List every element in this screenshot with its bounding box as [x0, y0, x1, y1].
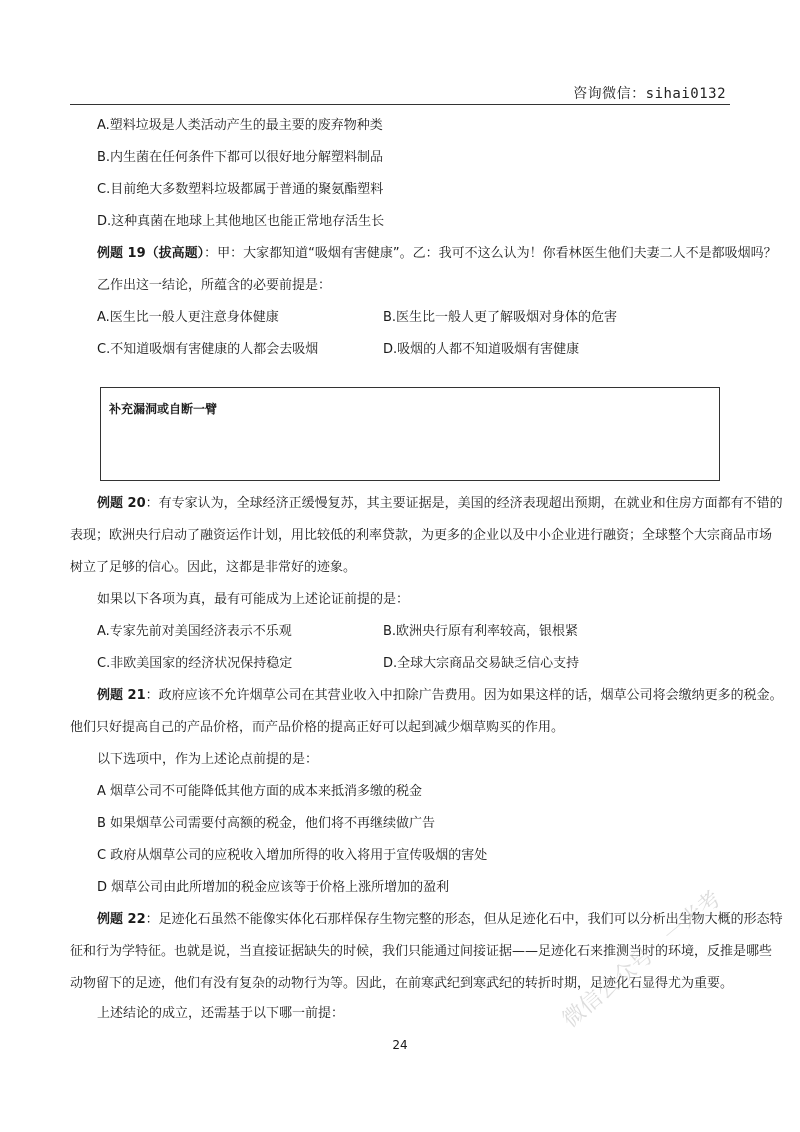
q21-stem-line2: 他们只好提高自己的产品价格，而产品价格的提高正好可以起到减少烟草购买的作用。 — [70, 720, 565, 735]
q19-option-a: A.医生比一般人更注意身体健康 — [97, 310, 279, 325]
watermark: 微信公众号：一米考 — [558, 886, 726, 1033]
q20-prompt: 如果以下各项为真，最有可能成为上述论证前提的是： — [97, 592, 410, 607]
q19-label: 例题 19（拔高题） — [97, 246, 205, 261]
q19-stem-text: ：甲：大家都知道“吸烟有害健康”。乙：我可不这么认为！你看林医生他们夫妻二人不是都吸烟吗？ — [204, 246, 777, 261]
q20-stem-line3: 树立了足够的信心。因此，这都是非常好的迹象。 — [70, 560, 357, 575]
header-contact: 咨询微信：sihai0132 — [573, 86, 726, 102]
q20-stem-line1: ：有专家认为，全球经济正缓慢复苏，其主要证据是，美国的经济表现超出预期，在就业和住房方面都有不错的 — [145, 496, 783, 511]
q21-stem — [97, 684, 783, 703]
page-number: 24 — [392, 1038, 408, 1052]
q20-option-d: D.全球大宗商品交易缺乏信心支持 — [383, 656, 580, 671]
q22-stem-line3: 动物留下的足迹，他们有没有复杂的动物行为等。因此，在前寒武纪到寒武纪的转折时期，足迹化石显得尤为重要。 — [70, 976, 734, 991]
q22-label: 例题 22 — [97, 912, 146, 927]
header-divider — [70, 104, 730, 105]
q22-stem-line2: 征和行为学特征。也就是说，当直接证据缺失的时候，我们只能通过间接证据——足迹化石来推测当时的环境，反推是哪些 — [70, 944, 773, 959]
q21-label: 例题 21 — [97, 688, 146, 703]
q20-option-c: C.非欧美国家的经济状况保持稳定 — [97, 656, 293, 671]
q20-stem — [97, 492, 783, 511]
q19-stem-line2: 乙作出这一结论，所蕴含的必要前提是： — [97, 278, 332, 293]
q18-option-d: D.这种真菌在地球上其他地区也能正常地存活生长 — [97, 214, 385, 229]
note-box-title: 补充漏洞或自断一臂 — [109, 402, 218, 416]
q18-option-b: B.内生菌在任何条件下都可以很好地分解塑料制品 — [97, 150, 384, 165]
q19-option-d: D.吸烟的人都不知道吸烟有害健康 — [383, 342, 580, 357]
q20-label: 例题 20 — [97, 496, 146, 511]
note-box — [100, 387, 720, 481]
q19-stem — [97, 242, 777, 261]
q20-stem-line2: 表现；欧洲央行启动了融资运作计划，用比较低的利率贷款，为更多的企业以及中小企业进行融资；全球整个大宗商品市场 — [70, 528, 773, 543]
q19-option-b: B.医生比一般人更了解吸烟对身体的危害 — [383, 310, 618, 325]
q21-stem-line1: ：政府应该不允许烟草公司在其营业收入中扣除广告费用。因为如果这样的话，烟草公司将会缴纳更多的税金。 — [145, 688, 783, 703]
q21-prompt: 以下选项中，作为上述论点前提的是： — [97, 752, 319, 767]
q19-option-c: C.不知道吸烟有害健康的人都会去吸烟 — [97, 342, 319, 357]
q20-option-a: A.专家先前对美国经济表示不乐观 — [97, 624, 292, 639]
q18-option-c: C.目前绝大多数塑料垃圾都属于普通的聚氨酯塑料 — [97, 182, 384, 197]
q20-option-b: B.欧洲央行原有利率较高，银根紧 — [383, 624, 579, 639]
q21-option-b: B 如果烟草公司需要付高额的税金，他们将不再继续做广告 — [97, 816, 436, 831]
q21-option-c: C 政府从烟草公司的应税收入增加所得的收入将用于宣传吸烟的害处 — [97, 848, 488, 863]
q18-option-a: A.塑料垃圾是人类活动产生的最主要的废弃物种类 — [97, 118, 383, 133]
q21-option-d: D 烟草公司由此所增加的税金应该等于价格上涨所增加的盈利 — [97, 880, 450, 895]
q22-prompt: 上述结论的成立，还需基于以下哪一前提： — [97, 1006, 345, 1021]
q21-option-a: A 烟草公司不可能降低其他方面的成本来抵消多缴的税金 — [97, 784, 423, 799]
q22-stem-line1: ：足迹化石虽然不能像实体化石那样保存生物完整的形态，但从足迹化石中，我们可以分析出生物大概的形态特 — [145, 912, 783, 927]
